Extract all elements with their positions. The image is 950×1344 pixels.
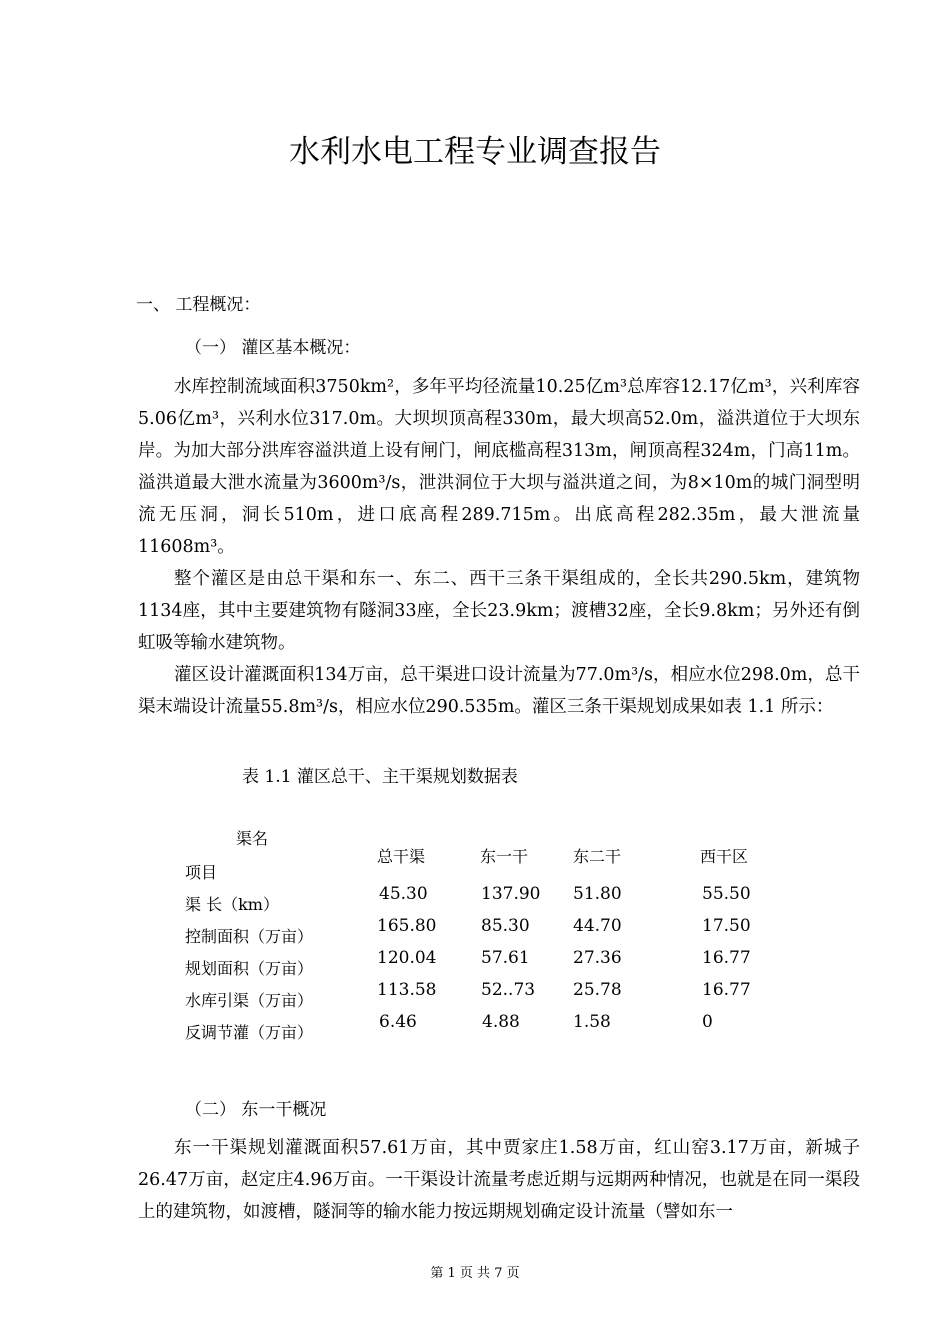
table-column-header: 西干区 xyxy=(700,847,749,866)
table-caption: 表 1.1 灌区总干、主干渠规划数据表 xyxy=(242,767,518,787)
table-row-label: 控制面积（万亩） xyxy=(185,927,314,946)
table-cell: 1.58 xyxy=(573,1012,611,1032)
subsection-heading: （二） 东一干概况 xyxy=(185,1100,327,1120)
paragraph: 灌区设计灌溉面积134万亩，总干渠进口设计流量为77.0m³/s，相应水位298.0m，总干渠末端设计流量55.8m³/s，相应水位290.535m。灌区三条干渠规划成果如表 1.1 所示： xyxy=(138,665,860,717)
table-cell: 6.46 xyxy=(379,1012,417,1032)
table-cell: 137.90 xyxy=(481,884,541,904)
table-cell: 120.04 xyxy=(377,948,437,968)
table-cell: 51.80 xyxy=(573,884,622,904)
document-title: 水利水电工程专业调查报告 xyxy=(289,134,661,170)
table-column-header: 总干渠 xyxy=(377,847,426,866)
table-corner-top: 渠名 xyxy=(236,829,269,848)
table-cell: 0 xyxy=(702,1012,713,1032)
table-row-label: 渠 长（km） xyxy=(185,895,279,914)
table-cell: 45.30 xyxy=(379,884,428,904)
body-text-block xyxy=(138,1132,860,1228)
table-cell: 55.50 xyxy=(702,884,751,904)
table-cell: 52..73 xyxy=(481,980,536,1000)
paragraph: 水库控制流域面积3750km²，多年平均径流量10.25亿m³总库容12.17亿m³，兴利库容5.06亿m³，兴利水位317.0m。大坝坝顶高程330m，最大坝高52.0m，溢洪道位于大坝东岸。为加大部分洪库容溢洪道上设有闸门，闸底槛高程313m，闸顶高程324m，门高11m。溢洪道最大泄水流量为3600m³/s，泄洪洞位于大坝与溢洪道之间，为8×10m的城门洞型明流无压洞，洞长510m，进口底高程289.715m。出底高程282.35m，最大泄流量11608m³。 xyxy=(138,377,860,557)
table-row-label: 水库引渠（万亩） xyxy=(185,991,314,1010)
paragraph: 整个灌区是由总干渠和东一、东二、西干三条干渠组成的，全长共290.5km，建筑物1134座，其中主要建筑物有隧洞33座，全长23.9km；渡槽32座，全长9.8km；另外还有倒虹吸等输水建筑物。 xyxy=(138,569,860,653)
table-cell: 44.70 xyxy=(573,916,622,936)
table-cell: 85.30 xyxy=(481,916,530,936)
table-column-header: 东二干 xyxy=(573,847,622,866)
table-corner-bottom: 项目 xyxy=(185,863,218,882)
table-cell: 165.80 xyxy=(377,916,437,936)
table-cell: 17.50 xyxy=(702,916,751,936)
table-column-header: 东一干 xyxy=(480,847,529,866)
table-cell: 25.78 xyxy=(573,980,622,1000)
page-footer: 第 1 页 共 7 页 xyxy=(430,1266,520,1281)
paragraph: 东一干渠规划灌溉面积57.61万亩，其中贾家庄1.58万亩，红山窑3.17万亩，新城子26.47万亩，赵定庄4.96万亩。一干渠设计流量考虑近期与远期两种情况，也就是在同一渠段上的建筑物，如渡槽，隧洞等的输水能力按远期规划确定设计流量（譬如东一 xyxy=(138,1138,860,1222)
table-cell: 16.77 xyxy=(702,948,751,968)
table-cell: 16.77 xyxy=(702,980,751,1000)
table-cell: 113.58 xyxy=(377,980,437,1000)
table-cell: 57.61 xyxy=(481,948,530,968)
section-heading: 一、 工程概况： xyxy=(136,295,261,315)
body-text-block xyxy=(138,371,860,723)
subsection-heading: （一） 灌区基本概况： xyxy=(185,338,361,358)
table-row-label: 规划面积（万亩） xyxy=(185,959,314,978)
table-row-label: 反调节灌（万亩） xyxy=(185,1023,314,1042)
table-cell: 27.36 xyxy=(573,948,622,968)
table-cell: 4.88 xyxy=(482,1012,520,1032)
